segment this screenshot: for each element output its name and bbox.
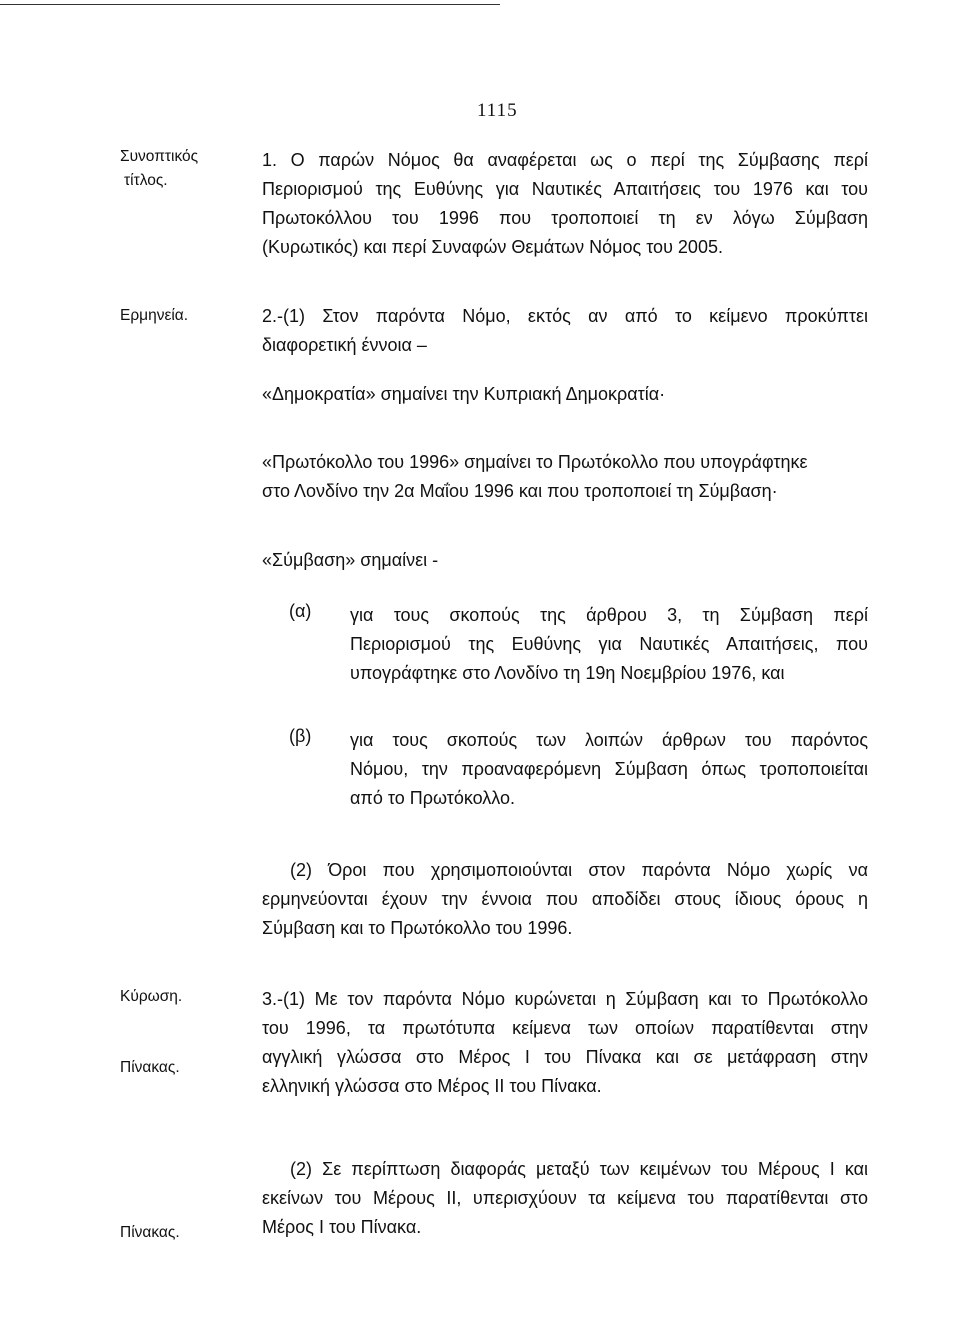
section-3-line: του 1996, τα πρωτότυπα κείμενα των οποίων παρατίθενται στην bbox=[262, 1018, 868, 1038]
margin-note-line: Συνοπτικός bbox=[120, 148, 199, 165]
section-1-line: Πρωτοκόλλου του 1996 που τροποποιεί τη εν λόγω Σύμβαση bbox=[262, 208, 868, 228]
section-3-line: 3.-(1) Με τον παρόντα Νόμο κυρώνεται η Σύμβαση και το Πρωτόκολλο bbox=[262, 989, 868, 1009]
subsection-line: Σύμβαση και το Πρωτόκολλο του 1996. bbox=[262, 918, 573, 938]
section-3-subsection-1 bbox=[262, 985, 868, 1101]
section-1 bbox=[262, 146, 868, 262]
section-1-line: (Κυρωτικός) και περί Συναφών Θεμάτων Νόμος του 2005. bbox=[262, 237, 723, 257]
item-b-line: Νόμου, την προαναφερόμενη Σύμβαση όπως τροποποιείται bbox=[350, 759, 868, 779]
subsection-line: ερμηνεύονται έχουν την έννοια που αποδίδει στους ίδιους όρους η bbox=[262, 889, 868, 909]
section-3-line: εκείνων του Μέρους II, υπερισχύουν τα κείμενα του παρατίθενται στο bbox=[262, 1188, 868, 1208]
subsection-line: (2) Όροι που χρησιμοποιούνται στον παρόντα Νόμο χωρίς να bbox=[290, 860, 868, 880]
section-2-subsection-2 bbox=[262, 856, 868, 943]
section-3-line: αγγλική γλώσσα στο Μέρος I του Πίνακα και σε μετάφραση στην bbox=[262, 1047, 868, 1067]
section-2-intro bbox=[262, 302, 868, 360]
definition-protocol bbox=[262, 448, 868, 506]
item-b-line: από το Πρωτόκολλο. bbox=[350, 788, 516, 808]
margin-note-line: τίτλος. bbox=[124, 172, 168, 189]
definition-convention: «Σύμβαση» σημαίνει - bbox=[262, 550, 439, 570]
section-2-line: 2.-(1) Στον παρόντα Νόμο, εκτός αν από το κείμενο προκύπτει bbox=[262, 306, 868, 326]
definition-line: «Πρωτόκολλο του 1996» σημαίνει το Πρωτόκολλο που υπογράφτηκε bbox=[262, 452, 808, 472]
margin-note-interpretation: Ερμηνεία. bbox=[120, 307, 189, 324]
margin-note-short-title bbox=[120, 145, 245, 193]
item-a-label: (α) bbox=[289, 601, 312, 621]
definition-line: στο Λονδίνο την 2α Μαΐου 1996 και που τροποποιεί τη Σύμβαση· bbox=[262, 481, 778, 501]
page-number: 1115 bbox=[477, 100, 518, 121]
top-rule bbox=[0, 4, 500, 5]
item-a-line: Περιορισμού της Ευθύνης για Ναυτικές Απαιτήσεις, που bbox=[350, 634, 868, 654]
margin-note-table: Πίνακας. bbox=[120, 1059, 180, 1076]
item-a-line: για τους σκοπούς της άρθρου 3, τη Σύμβαση περί bbox=[350, 605, 868, 625]
section-1-line: Περιορισμού της Ευθύνης για Ναυτικές Απαιτήσεις του 1976 και του bbox=[262, 179, 868, 199]
section-3-line: (2) Σε περίπτωση διαφοράς μεταξύ των κειμένων του Μέρους I και bbox=[290, 1159, 868, 1179]
section-3-line: Μέρος I του Πίνακα. bbox=[262, 1217, 422, 1237]
item-b-text bbox=[350, 726, 868, 813]
section-2-line: διαφορετική έννοια – bbox=[262, 335, 427, 355]
item-b-label: (β) bbox=[289, 726, 312, 746]
item-a-line: υπογράφτηκε στο Λονδίνο τη 19η Νοεμβρίου 1976, και bbox=[350, 663, 785, 683]
section-1-line: 1. Ο παρών Νόμος θα αναφέρεται ως ο περί της Σύμβασης περί bbox=[262, 150, 868, 170]
item-b-line: για τους σκοπούς των λοιπών άρθρων του παρόντος bbox=[350, 730, 868, 750]
margin-note-table: Πίνακας. bbox=[120, 1224, 180, 1241]
section-3-line: ελληνική γλώσσα στο Μέρος II του Πίνακα. bbox=[262, 1076, 602, 1096]
margin-note-ratification: Κύρωση. bbox=[120, 988, 183, 1005]
definition-republic: «Δημοκρατία» σημαίνει την Κυπριακή Δημοκρατία· bbox=[262, 384, 666, 404]
section-3-subsection-2 bbox=[262, 1155, 868, 1242]
item-a-text bbox=[350, 601, 868, 688]
